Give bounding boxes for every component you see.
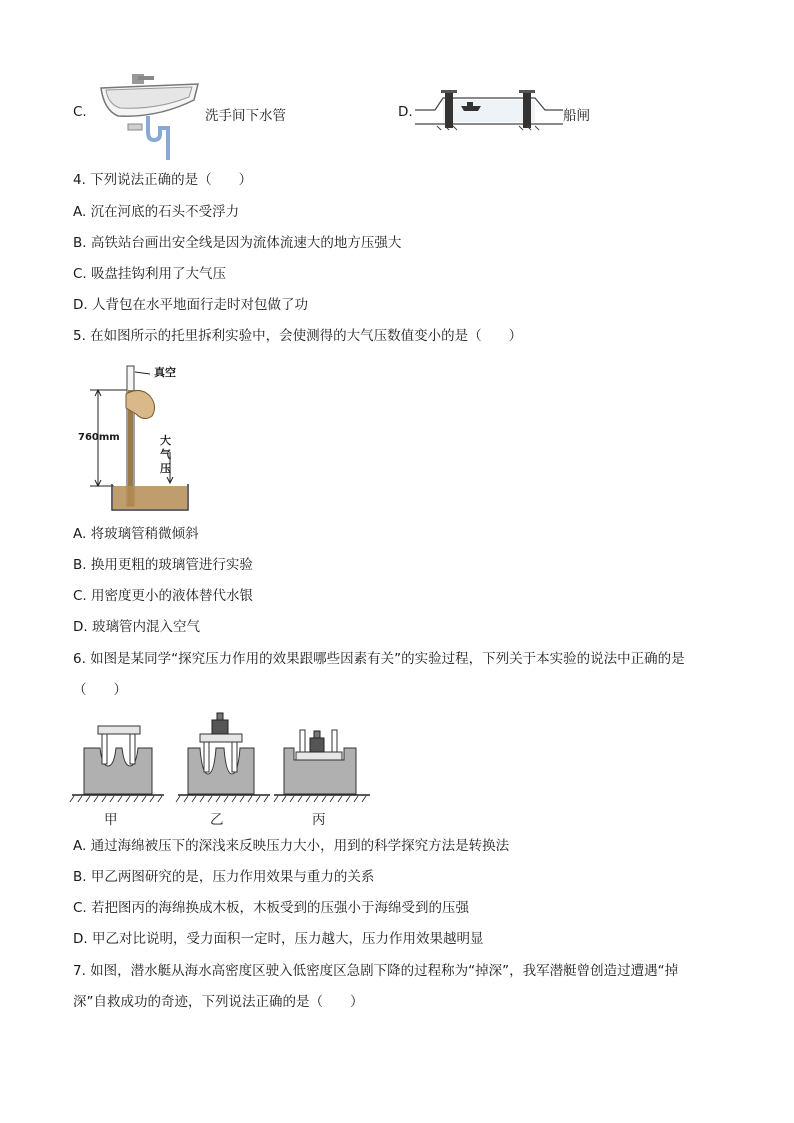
question-6-option-b: B. 甲乙两图研究的是，压力作用效果与重力的关系 [73,869,375,885]
question-6-option-a: A. 通过海绵被压下的深浅来反映压力大小，用到的科学探究方法是转换法 [73,838,510,854]
question-5-option-d: D. 玻璃管内混入空气 [73,619,200,635]
question-5-stem: 5. 在如图所示的托里拆利实验中，会使测得的大气压数值变小的是（ ） [73,328,523,344]
figure-label-bing: 丙 [312,812,326,828]
washbasin-drain-figure [98,70,203,162]
height-760mm-label: 760mm [78,432,120,443]
option-c-letter: C. [73,104,87,120]
option-d-letter: D. [398,104,413,120]
figure-label-yi: 乙 [210,812,224,828]
question-4-option-a: A. 沉在河底的石头不受浮力 [73,204,240,220]
vacuum-label: 真空 [154,366,176,379]
option-c-caption: 洗手间下水管 [205,108,286,124]
question-6-stem-line1: 6. 如图是某同学“探究压力作用的效果跟哪些因素有关”的实验过程，下列关于本实验的说法中正确的是 [73,651,685,667]
question-4-stem: 4. 下列说法正确的是（ ） [73,172,253,188]
figure-label-jia: 甲 [104,812,118,828]
pressure-experiment-figure [72,708,372,804]
question-6-option-c: C. 若把图丙的海绵换成木板，木板受到的压强小于海绵受到的压强 [73,900,470,916]
question-4-option-d: D. 人背包在水平地面行走时对包做了功 [73,297,308,313]
pressure-label-1: 大 [160,434,171,447]
question-6-option-d: D. 甲乙对比说明，受力面积一定时，压力越大，压力作用效果越明显 [73,931,484,947]
question-4-option-c: C. 吸盘挂钩利用了大气压 [73,266,227,282]
question-5-option-c: C. 用密度更小的液体替代水银 [73,588,254,604]
pressure-label-2: 气 [160,448,171,461]
question-5-option-a: A. 将玻璃管稍微倾斜 [73,526,199,542]
torricelli-figure [78,360,198,518]
question-5-option-b: B. 换用更粗的玻璃管进行实验 [73,557,253,573]
question-7-stem-line1: 7. 如图，潜水艇从海水高密度区驶入低密度区急剧下降的过程称为“掉深”，我军潜艇曾创造过遭遇“掉 [73,963,679,979]
pressure-label-3: 压 [160,462,171,475]
option-d-caption: 船闸 [563,108,590,124]
ship-lock-figure [415,88,563,136]
question-4-option-b: B. 高铁站台画出安全线是因为流体流速大的地方压强大 [73,235,402,251]
question-7-stem-line2: 深”自救成功的奇迹，下列说法正确的是（ ） [73,994,364,1010]
question-6-stem-line2: （ ） [73,682,127,698]
